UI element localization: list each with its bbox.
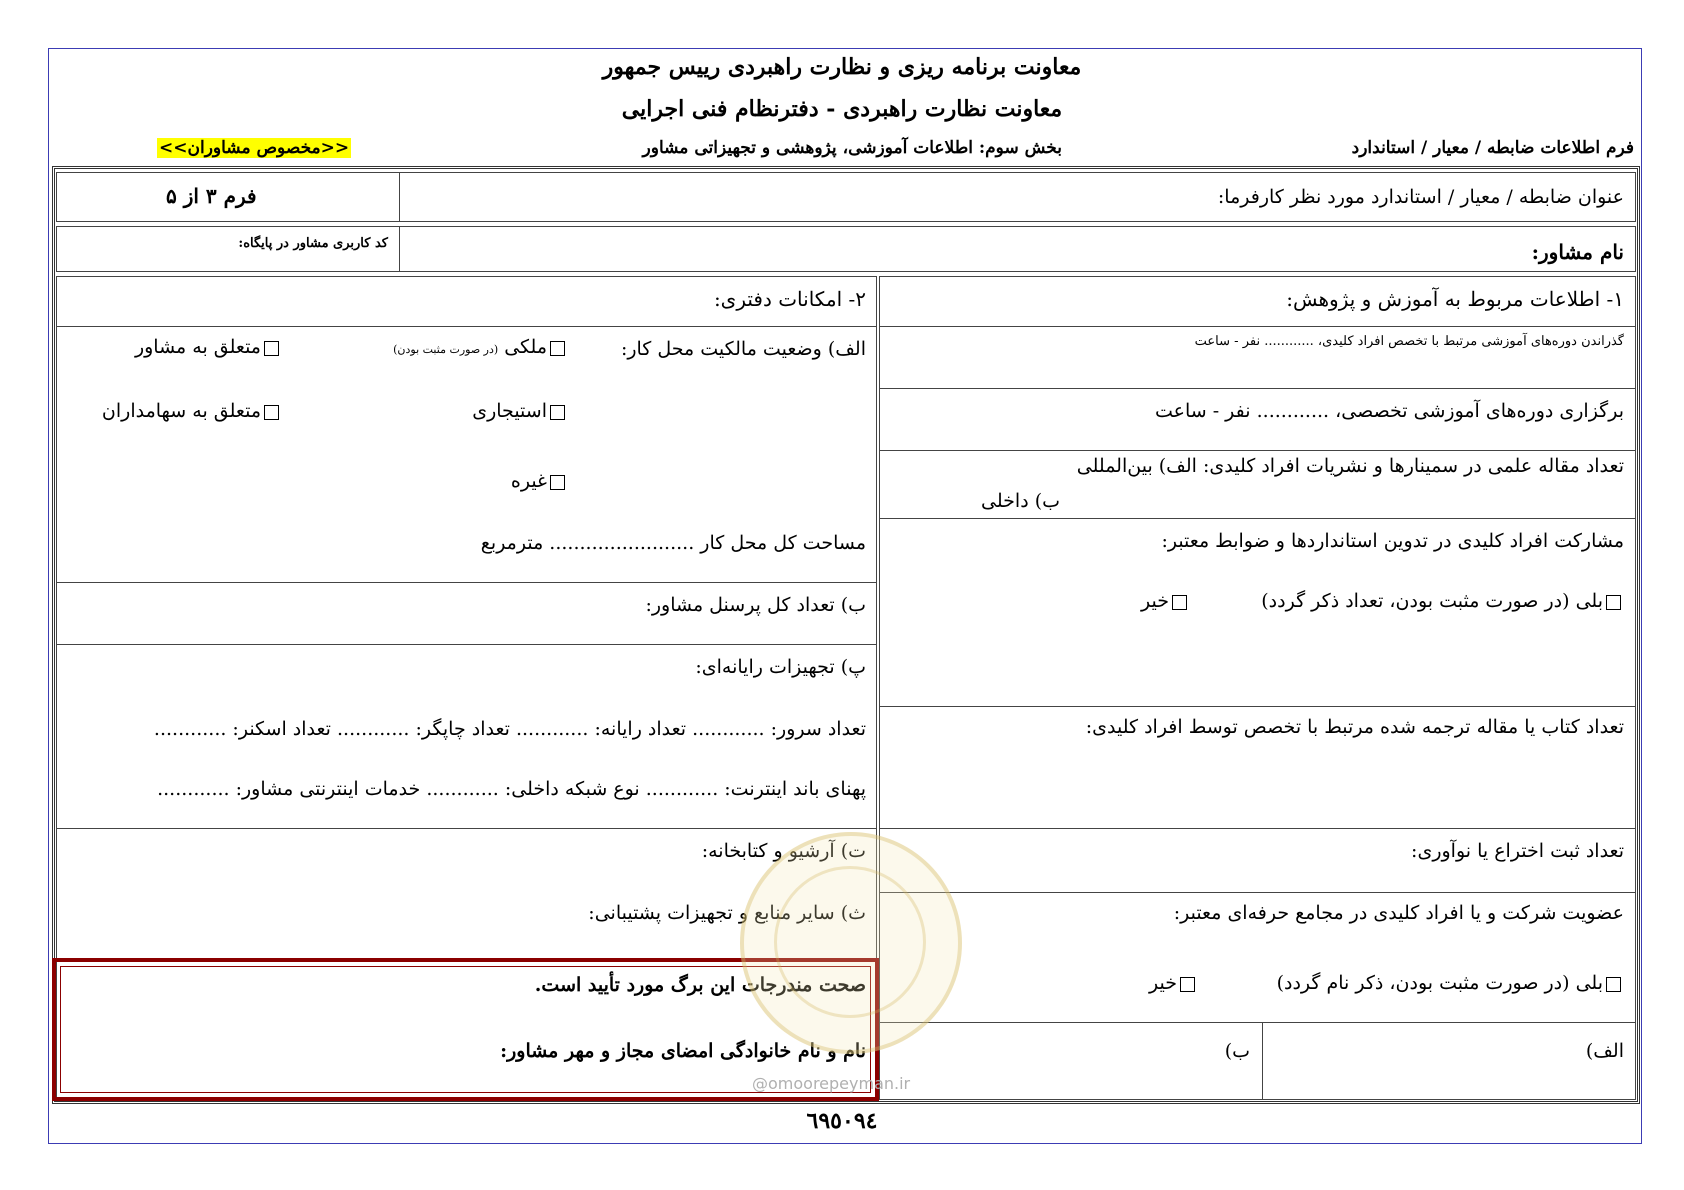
- form-title: فرم اطلاعات ضابطه / معیار / استاندارد: [1351, 138, 1634, 158]
- standards-yes-option[interactable]: بلی (در صورت مثبت بودن، تعداد ذکر گردد): [1261, 590, 1624, 612]
- watermark-stamp-icon: [740, 832, 962, 1054]
- consultant-name-label: نام مشاور:: [1531, 240, 1624, 264]
- area-label: مساحت کل محل کار ........................ مترمربع: [480, 532, 866, 554]
- no-checkbox-1[interactable]: [1172, 595, 1187, 610]
- belongs-shareholders-option[interactable]: متعلق به سهامداران: [102, 400, 282, 422]
- no-checkbox-2[interactable]: [1180, 977, 1195, 992]
- membership-label: عضویت شرکت و یا افراد کلیدی در مجامع حرفه‌ای معتبر:: [1173, 902, 1624, 924]
- patents-label: تعداد ثبت اختراع یا نوآوری:: [1411, 840, 1624, 862]
- header-line2: معاونت نظارت راهبردی - دفترنظام فنی اجرایی: [621, 96, 1063, 122]
- header-line1: معاونت برنامه ریزی و نظارت راهبردی رییس جمهور: [602, 54, 1082, 80]
- articles-label: تعداد مقاله علمی در سمینارها و نشریات افراد کلیدی: الف) بین‌المللی: [1076, 455, 1624, 477]
- owned-checkbox[interactable]: [550, 341, 565, 356]
- books-label: تعداد کتاب یا مقاله ترجمه شده مرتبط با تخصص توسط افراد کلیدی:: [1085, 716, 1624, 738]
- section1-title: ۱- اطلاعات مربوط به آموزش و پژوهش:: [1286, 287, 1624, 311]
- membership-no-option[interactable]: خیر: [1149, 972, 1198, 994]
- articles-domestic: ب) داخلی: [981, 490, 1060, 512]
- leased-checkbox[interactable]: [550, 405, 565, 420]
- membership-alef: الف): [1585, 1040, 1624, 1062]
- other-resources-label: ث) سایر منابع و تجهیزات پشتیبانی:: [588, 902, 866, 924]
- computer-counts: تعداد سرور: ............ تعداد رایانه: ............ تعداد چاپگر: ............ تعداد اسکنر: ............: [153, 718, 866, 740]
- internet-line: پهنای باند اینترنت: ............ نوع شبکه داخلی: ............ خدمات اینترنتی مشاور: ............: [157, 778, 866, 800]
- user-code-label: کد کاربری مشاور در پایگاه:: [238, 236, 388, 251]
- computer-equipment-label: پ) تجهیزات رایانه‌ای:: [695, 656, 866, 678]
- confirm-text: صحت مندرجات این برگ مورد تأیید است.: [534, 974, 866, 996]
- standards-participation: مشارکت افراد کلیدی در تدوین استانداردها و ضوابط معتبر:: [1161, 530, 1624, 552]
- leased-option[interactable]: استیجاری: [472, 400, 568, 422]
- archive-label: ت) آرشیو و کتابخانه:: [701, 840, 866, 862]
- membership-be: ب): [1224, 1040, 1250, 1062]
- section2-title: ۲- امکانات دفتری:: [713, 287, 866, 311]
- belongs-consultant-option[interactable]: متعلق به مشاور: [135, 336, 282, 358]
- yes-checkbox-2[interactable]: [1606, 977, 1621, 992]
- courses-passed: گذراندن دوره‌های آموزشی مرتبط با تخصص افراد کلیدی، ............ نفر - ساعت: [1194, 334, 1624, 349]
- section-title: بخش سوم: اطلاعات آموزشی، پژوهشی و تجهیزاتی مشاور: [642, 138, 1062, 158]
- courses-held: برگزاری دوره‌های آموزشی تخصصی، ............ نفر - ساعت: [1154, 400, 1624, 422]
- other-checkbox[interactable]: [550, 475, 565, 490]
- owned-option[interactable]: ملکی (در صورت مثبت بودن): [393, 336, 568, 358]
- standards-no-option[interactable]: خیر: [1141, 590, 1190, 612]
- consultants-only-badge: <<مخصوص مشاوران>>: [159, 138, 350, 158]
- subject-label: عنوان ضابطه / معیار / استاندارد مورد نظر کارفرما:: [1217, 186, 1624, 208]
- document-code: ٦٩٥٠٩٤: [806, 1108, 878, 1134]
- watermark-url: @omoorepeyman.ir: [752, 1074, 911, 1093]
- personnel-label: ب) تعداد کل پرسنل مشاور:: [645, 594, 866, 616]
- belongs-shareholders-checkbox[interactable]: [264, 405, 279, 420]
- membership-yes-option[interactable]: بلی (در صورت مثبت بودن، ذکر نام گردد): [1277, 972, 1624, 994]
- ownership-label: الف) وضعیت مالکیت محل کار:: [620, 338, 866, 360]
- yes-checkbox-1[interactable]: [1606, 595, 1621, 610]
- form-number: فرم ۳ از ۵: [166, 184, 257, 208]
- belongs-consultant-checkbox[interactable]: [264, 341, 279, 356]
- signature-label: نام و نام خانوادگی امضای مجاز و مهر مشاور:: [500, 1040, 866, 1062]
- other-option[interactable]: غیره: [511, 470, 568, 492]
